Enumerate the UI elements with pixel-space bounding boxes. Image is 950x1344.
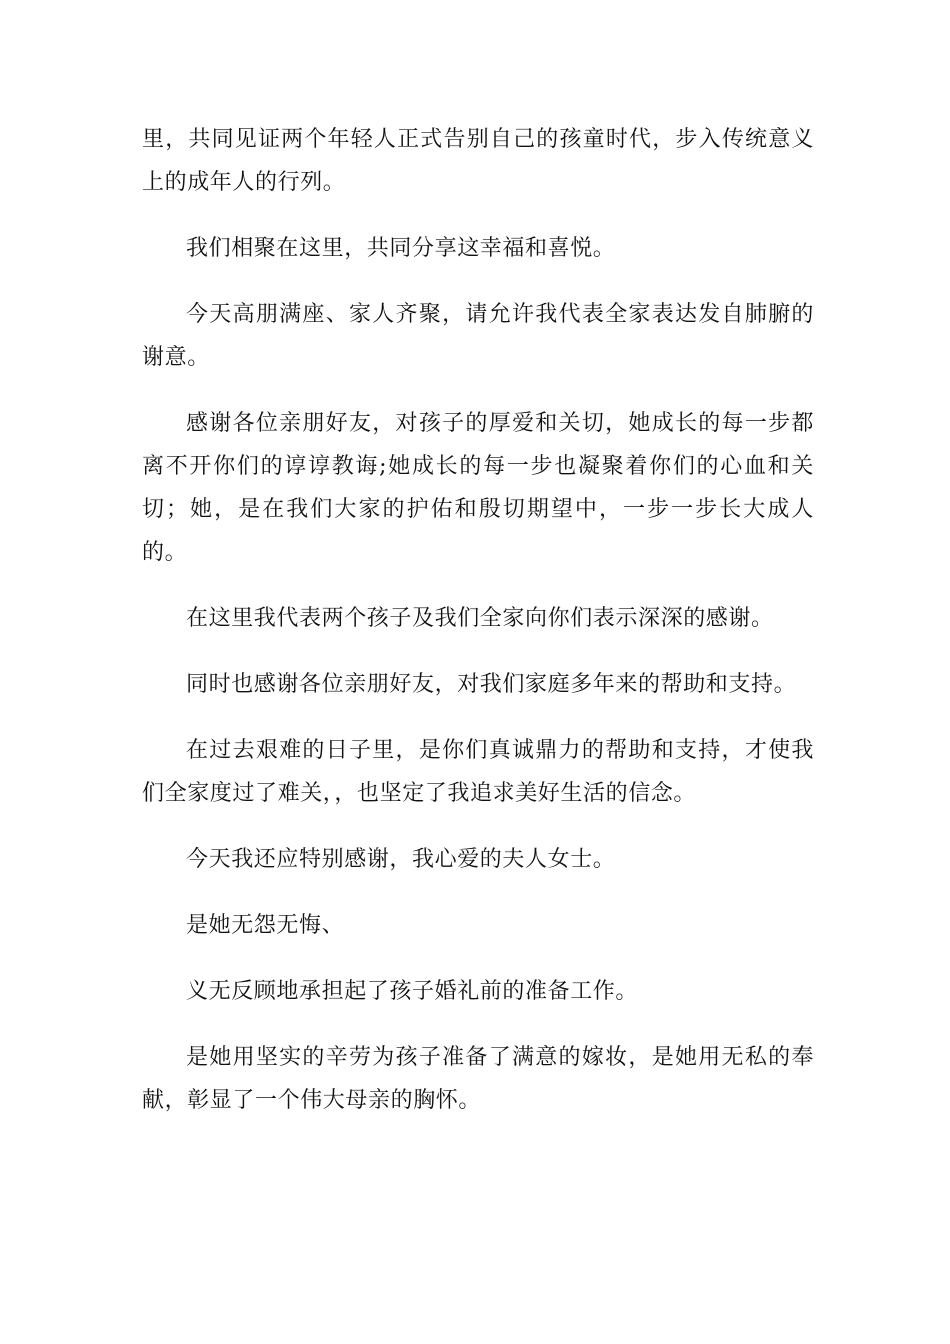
paragraph-6: 同时也感谢各位亲朋好友，对我们家庭多年来的帮助和支持。	[186, 672, 797, 697]
paragraph-7: 在过去艰难的日子里，是你们真诚鼎力的帮助和支持，才使我们全家度过了难关，，也坚定了我追求美好生活的信念。	[142, 738, 814, 806]
paragraph-4: 感谢各位亲朋好友，对孩子的厚爱和关切，她成长的每一步都离不开你们的谆谆教诲;她成长的每一步也凝聚着你们的心血和关切；她，是在我们大家的护佑和殷切期望中，一步一步长大成人的。	[142, 411, 814, 565]
paragraph-1: 里，共同见证两个年轻人正式告别自己的孩童时代，步入传统意义上的成年人的行列。	[142, 127, 814, 195]
paragraph-2: 我们相聚在这里，共同分享这幸福和喜悦。	[186, 236, 616, 261]
document-body	[142, 118, 814, 1145]
paragraph-9: 是她无怨无悔、	[186, 913, 345, 938]
paragraph-5: 在这里我代表两个孩子及我们全家向你们表示深深的感谢。	[186, 606, 774, 631]
paragraph-3: 今天高朋满座、家人齐聚，请允许我代表全家表达发自肺腑的谢意。	[142, 302, 814, 370]
paragraph-10: 义无反顾地承担起了孩子婚礼前的准备工作。	[186, 979, 639, 1004]
paragraph-11: 是她用坚实的辛劳为孩子准备了满意的嫁妆，是她用无私的奉献，彰显了一个伟大母亲的胸怀。	[142, 1045, 814, 1113]
paragraph-8: 今天我还应特别感谢，我心爱的夫人女士。	[186, 847, 616, 872]
